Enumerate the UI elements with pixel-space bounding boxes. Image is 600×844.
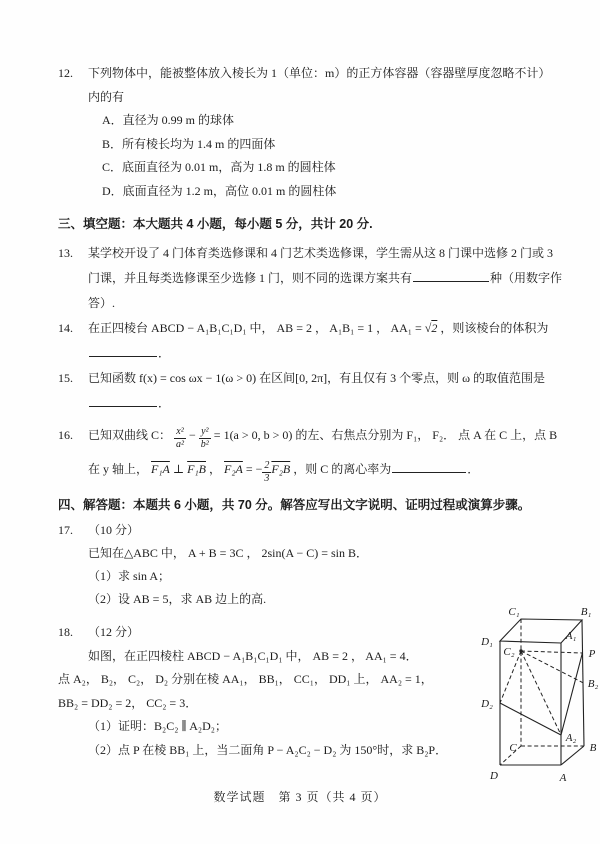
q14-radicand: 2: [431, 320, 438, 335]
q18-line-1: 如图，在正四棱柱 ABCD − A₁B₁C₁D₁ 中， AB = 2 ， AA₁ = 4．: [88, 648, 418, 663]
prism-figure: [478, 589, 600, 799]
frac2-numerator: y²: [199, 426, 211, 439]
frac3-numerator: 2: [264, 459, 270, 471]
q12-number: 12.: [58, 66, 73, 80]
vertex-label-b1: B₁: [580, 606, 592, 618]
vertex-label-a1: A₁: [565, 630, 577, 642]
q16-stem: 已知双曲线 C：: [88, 427, 175, 442]
q14-stem-tail: ，则该棱台的体积为: [437, 320, 549, 335]
q18-line-3: BB₂ = DD₂ = 2， CC₂ = 3．: [58, 695, 198, 710]
frac3-denominator: 3: [264, 472, 270, 484]
q16-comma: ，: [206, 461, 225, 476]
answer-blank: [89, 344, 157, 357]
q16-equals: = −: [242, 461, 263, 476]
answer-blank: [392, 460, 466, 473]
q13-line-2-tail: 种（用数字作: [490, 270, 563, 285]
q14-period: ．: [158, 345, 171, 360]
vertex-label-b: B: [589, 742, 597, 754]
q18-part-2: （2）点 P 在棱 BB₁ 上，当二面角 P − A₂C₂ − D₂ 为 150°时，求 B₂P．: [88, 742, 448, 757]
vertex-label-a: A: [559, 772, 567, 784]
q16-line-2: [88, 452, 574, 486]
vertex-label-b2: B₂: [587, 678, 599, 690]
point-c2-dot: [519, 649, 522, 652]
q14-number: 14.: [58, 320, 73, 335]
q16-line-1: [58, 418, 574, 452]
q16-line2-tail: ，则 C 的离心率为: [290, 461, 392, 476]
q18-line-2: 点 A₂， B₂， C₂， D₂ 分别在棱 AA₁， BB₁， CC₁， DD₁ 上， AA₂ = 1，: [58, 672, 433, 686]
frac2-denominator: b²: [200, 438, 209, 450]
q17-part-1: （1）求 sin A；: [88, 569, 171, 583]
vertex-label-d1: D₁: [481, 636, 493, 648]
q13-line-1: [58, 241, 574, 266]
frac1-numerator: x²: [174, 426, 186, 439]
q18-score: （12 分）: [88, 625, 140, 639]
answer-blank: [413, 269, 489, 282]
q17-number: 17.: [58, 523, 73, 537]
q14-stem: 在正四棱台 ABCD − A₁B₁C₁D₁ 中， AB = 2 ， A₁B₁ = 1 ， AA₁ =: [88, 320, 425, 335]
q13-line-2: [88, 266, 574, 291]
q17-head: [58, 519, 574, 542]
fraction-y2-b2: [199, 426, 211, 451]
prism-figure-svg: [478, 589, 600, 799]
vertex-label-d: D: [490, 770, 498, 782]
vertex-label-d2: D₂: [481, 698, 493, 710]
q13-line-2-text: 门课，并且每类选修课至少选修 1 门，则不同的选课方案共有: [88, 270, 413, 285]
figure-labels: [480, 606, 598, 784]
question-14: [58, 316, 574, 366]
frac1-denominator: a²: [176, 438, 185, 450]
q12-line-2: 内的有: [88, 89, 125, 104]
vertex-label-a2: A₂: [565, 732, 577, 744]
q14-line-1: [58, 316, 574, 341]
q17-score: （10 分）: [88, 523, 140, 537]
q18-head: [58, 621, 458, 645]
vector-f1a: F₁A: [151, 461, 170, 476]
q15-line-1: [58, 366, 574, 391]
q17-part-2: （2）设 AB = 5，求 AB 边上的高.: [88, 592, 267, 606]
question-13: [58, 241, 574, 316]
q12-option-c: C．底面直径为 0.01 m，高为 1.8 m 的圆柱体: [102, 160, 336, 174]
question-12: [58, 62, 574, 203]
q17-line-1: 已知在△ABC 中， A + B = 3C ， 2sin(A − C) = sin B．: [88, 546, 368, 560]
question-18: [58, 606, 599, 784]
vector-f2b: F₂B: [271, 461, 291, 476]
q15-number: 15.: [58, 370, 73, 385]
q16-line2-text: 在 y 轴上，: [88, 461, 152, 476]
q16-minus: −: [186, 427, 199, 442]
question-15: [58, 366, 574, 416]
q15-period: ．: [158, 395, 171, 410]
page-footer: 数学试题 第 3 页（共 4 页）: [213, 790, 387, 804]
vector-f1b: F₁B: [187, 461, 206, 476]
radical-sign: √: [424, 320, 432, 335]
perpendicular-symbol: ⊥: [169, 461, 188, 476]
section-3-title: 三、填空题：本大题共 4 小题，每小题 5 分，共计 20 分.: [58, 217, 373, 231]
q15-line-2: [88, 391, 574, 416]
q13-stem: 某学校开设了 4 门体育类选修课和 4 门艺术类选修课，学生需从这 8 门课中选修 2 门或 3: [88, 245, 554, 260]
q15-stem: 已知函数 f(x) = cos ωx − 1(ω > 0) 在区间[0, 2π]，有且仅有 3 个零点，则 ω 的取值范围是: [88, 370, 546, 385]
fraction-x2-a2: [174, 426, 186, 451]
question-16: [58, 418, 574, 486]
q12-option-d: D．底面直径为 1.2 m，高位 0.01 m 的圆柱体: [102, 183, 337, 198]
q12-stem: 下列物体中，能被整体放入棱长为 1（单位：m）的正方体容器（容器壁厚度忽略不计）: [88, 66, 551, 80]
q13-line-3: 答）.: [88, 295, 116, 310]
q12-option-b: B．所有棱长均为 1.4 m 的四面体: [102, 136, 276, 151]
page-content: [58, 62, 599, 784]
vertex-label-c: C: [509, 742, 517, 754]
vertex-label-p: P: [588, 648, 596, 660]
q16-stem-tail: = 1(a > 0, b > 0) 的左、右焦点分别为 F₁， F₂． 点 A 在 C 上，点 B: [210, 427, 558, 442]
q16-number: 16.: [58, 427, 73, 442]
vertex-label-c2: C₂: [503, 646, 515, 658]
q12-option-a: A．直径为 0.99 m 的球体: [102, 113, 235, 127]
q14-line-2: [88, 341, 574, 366]
q13-number: 13.: [58, 245, 73, 260]
q18-number: 18.: [58, 625, 73, 639]
vector-f2a: F₂A: [224, 461, 243, 476]
q12-line-1: [58, 62, 574, 86]
answer-blank: [89, 394, 157, 407]
vertex-label-c1: C₁: [508, 606, 520, 618]
q16-period: ．: [467, 461, 480, 476]
q18-part-1: （1）证明：B₂C₂ ∥ A₂D₂；: [88, 719, 227, 733]
section-4-title: 四、解答题：本题共 6 小题，共 70 分。解答应写出文字说明、证明过程或演算步骤。: [58, 497, 531, 512]
